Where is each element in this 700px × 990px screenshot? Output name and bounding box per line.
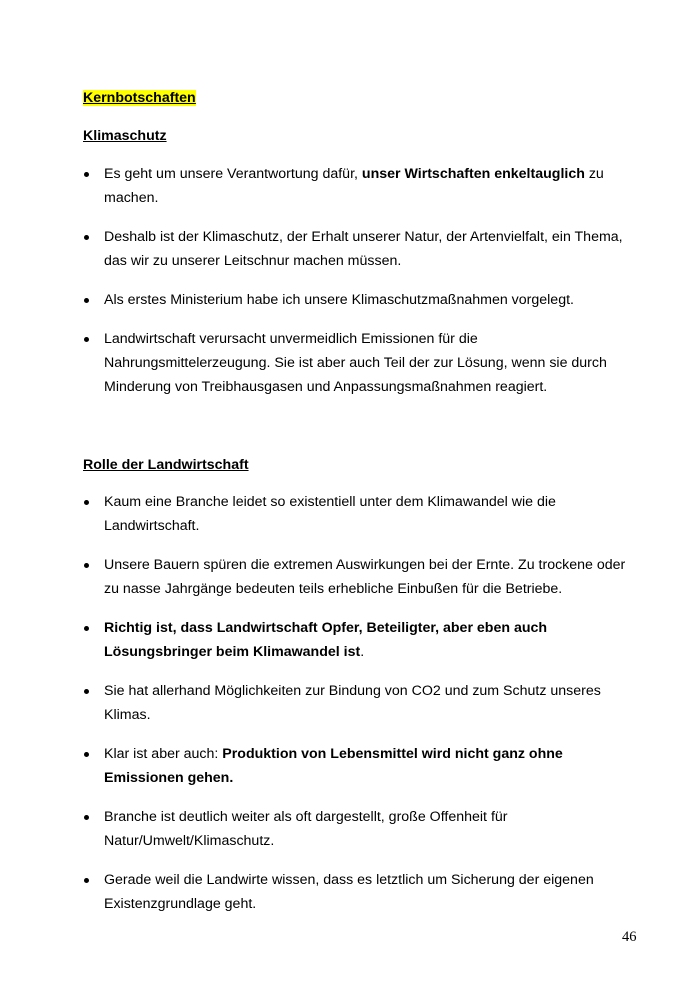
bullet-text-bold: unser Wirtschaften enkeltauglich bbox=[361, 166, 585, 182]
bullet-text: Sie hat allerhand Möglichkeiten zur Bindung von CO2 und zum Schutz unseres Klimas. bbox=[104, 683, 601, 723]
list-item bbox=[83, 490, 628, 538]
bullet-text-bold: Produktion von Lebensmittel wird nicht ganz ohne Emissionen gehen. bbox=[104, 746, 563, 786]
list-item bbox=[83, 327, 628, 399]
list-item bbox=[83, 553, 628, 601]
bullet-text: Branche ist deutlich weiter als oft dargestellt, große Offenheit für Natur/Umwelt/Klimaschutz. bbox=[104, 809, 508, 849]
page-number: 46 bbox=[622, 929, 637, 945]
bullet-text: Deshalb ist der Klimaschutz, der Erhalt unserer Natur, der Artenvielfalt, ein Thema, das wir zu unserer Leitschnur machen müssen. bbox=[104, 229, 623, 269]
list-item bbox=[83, 225, 628, 273]
list-item bbox=[83, 868, 628, 916]
bullet-icon bbox=[84, 172, 89, 177]
bullet-icon bbox=[84, 626, 89, 631]
bullet-icon bbox=[84, 298, 89, 303]
bullet-text-bold: Richtig ist, dass Landwirtschaft Opfer, Beteiligter, aber eben auch Lösungsbringer beim Klimawandel ist bbox=[104, 620, 548, 660]
list-item bbox=[83, 616, 628, 664]
bullet-icon bbox=[84, 500, 89, 505]
bullet-text-post: zu machen. bbox=[104, 166, 604, 206]
list-item bbox=[83, 288, 628, 312]
bullet-text: Als erstes Ministerium habe ich unsere Klimaschutzmaßnahmen vorgelegt. bbox=[104, 292, 574, 308]
heading-klimaschutz: Klimaschutz bbox=[83, 128, 167, 144]
bullet-text-post: . bbox=[360, 644, 365, 660]
bullet-text: Unsere Bauern spüren die extremen Auswirkungen bei der Ernte. Zu trockene oder zu nasse Jahrgänge bedeuten teils erhebliche Einbußen für die Betriebe. bbox=[104, 557, 626, 597]
bullet-text: Kaum eine Branche leidet so existentiell unter dem Klimawandel wie die Landwirtschaft. bbox=[104, 494, 556, 534]
heading-kernbotschaften bbox=[83, 88, 196, 108]
bullet-text-pre: Es geht um unsere Verantwortung dafür, bbox=[104, 166, 362, 182]
bullet-icon bbox=[84, 337, 89, 342]
list-item bbox=[83, 742, 628, 790]
bullet-icon bbox=[84, 878, 89, 883]
rolle-list bbox=[83, 490, 628, 916]
list-item bbox=[83, 679, 628, 727]
bullet-icon bbox=[84, 815, 89, 820]
bullet-text-pre: Klar ist aber auch: bbox=[104, 746, 223, 762]
klimaschutz-list bbox=[83, 162, 628, 399]
bullet-text: Gerade weil die Landwirte wissen, dass es letztlich um Sicherung der eigenen Existenzgrundlage geht. bbox=[104, 872, 594, 912]
bullet-icon bbox=[84, 235, 89, 240]
list-item bbox=[83, 805, 628, 853]
bullet-text: Landwirtschaft verursacht unvermeidlich Emissionen für die Nahrungsmittelerzeugung. Sie ist aber auch Teil der zur Lösung, wenn sie durch Minderung von Treibhausgasen und Anpassungsmaßnahmen reagiert. bbox=[104, 331, 607, 395]
heading-rolle-der-landwirtschaft: Rolle der Landwirtschaft bbox=[83, 457, 249, 473]
bullet-icon bbox=[84, 752, 89, 757]
list-item bbox=[83, 162, 628, 210]
bullet-icon bbox=[84, 689, 89, 694]
heading-kernbotschaften-highlight: Kernbotschaften bbox=[83, 90, 196, 106]
bullet-icon bbox=[84, 563, 89, 568]
